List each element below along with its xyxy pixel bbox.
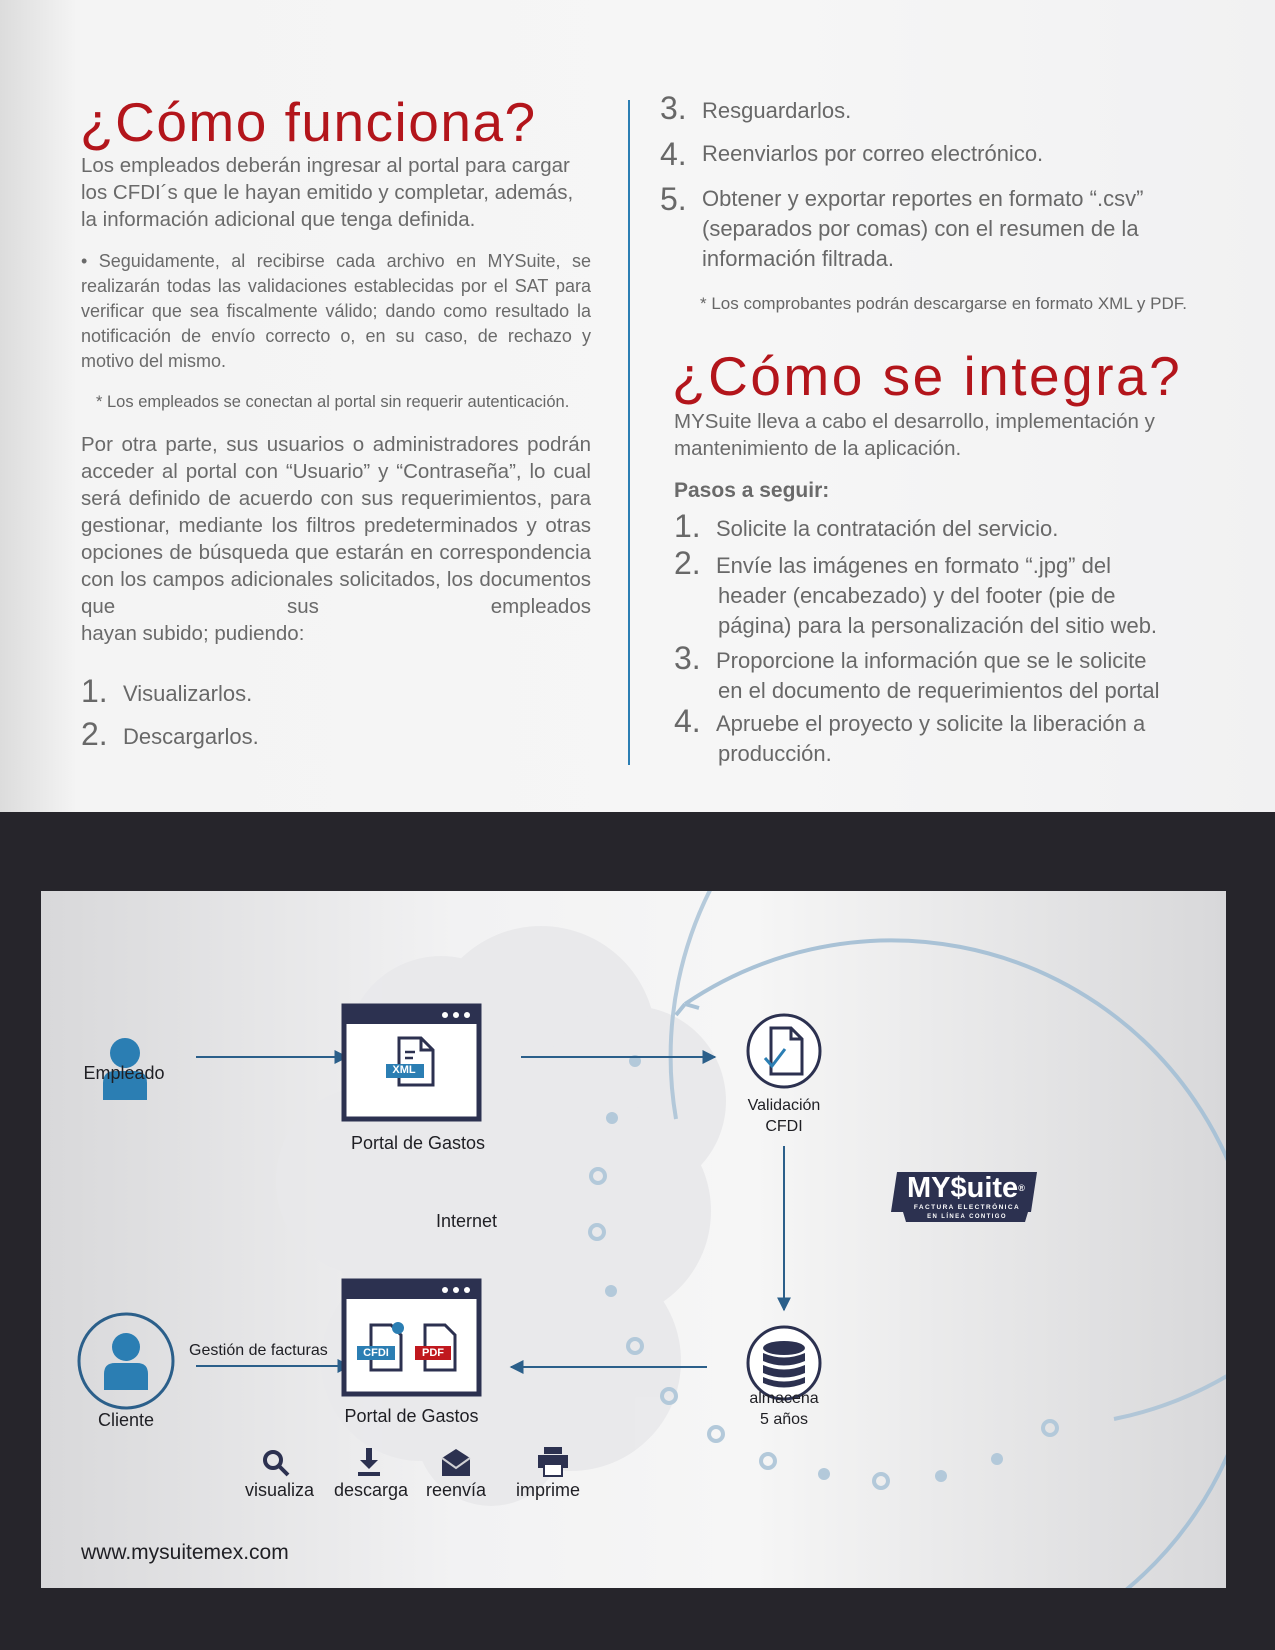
step-item — [674, 703, 1146, 769]
list-item — [81, 716, 259, 752]
website-link[interactable]: www.mysuitemex.com — [81, 1541, 289, 1564]
integra-intro: MYSuite lleva a cabo el desarrollo, implementación y mantenimiento de la aplicación. — [674, 410, 1155, 460]
reenvia-label: reenvía — [425, 1480, 487, 1500]
list-item — [660, 181, 1144, 274]
architecture-diagram: Empleado Portal de Gastos Internet Gestión de facturas Cliente Portal de Gastos Validación CFDI almacena 5 años visualiza descarga reenvía imprime XML CFDI PDF MY$uite® FACTURA ELECTRÓNICA EN LÍNEA CONTIGO www.mysuitemex.com — [41, 891, 1226, 1588]
list-item — [660, 90, 852, 126]
diagram-graphics — [41, 891, 1226, 1588]
list-number: 5. — [660, 181, 687, 217]
step-item — [674, 545, 1158, 641]
logo-brand: MY$uite® — [907, 1172, 1025, 1204]
validation-bullet: • Seguidamente, al recibirse cada archivo en MYSuite, se realizarán todas las validaciones establecidas por el SAT para verificar que sea fiscalmente válido; dando como resultado la notificación de envío correcto o, en su caso, de rechazo y motivo del mismo. — [81, 251, 591, 371]
como-funciona-title: ¿Cómo funciona? — [80, 91, 537, 153]
list-text: Obtener y exportar reportes en formato “.csv” (separados por comas) con el resumen de la información filtrada. — [702, 186, 1144, 271]
list-text: Reenviarlos por correo electrónico. — [702, 141, 1044, 166]
como-se-integra-title: ¿Cómo se integra? — [672, 345, 1183, 407]
step-number: 4. — [674, 703, 701, 739]
list-number: 2. — [81, 716, 108, 752]
info-section — [0, 0, 1275, 812]
portal-window-bottom — [344, 1281, 479, 1394]
list-number: 1. — [81, 673, 108, 709]
intro-paragraph: Los empleados deberán ingresar al portal para cargar los CFDI´s que le hayan emitido y completar, además, la información adicional que tenga definida. — [81, 154, 574, 231]
step-number: 1. — [674, 508, 701, 544]
formats-note: * Los comprobantes podrán descargarse en formato XML y PDF. — [700, 294, 1187, 313]
magnifier-icon — [265, 1452, 288, 1475]
visualiza-label: visualiza — [245, 1480, 315, 1500]
cycle-arcs — [671, 891, 1226, 1588]
step-item — [674, 508, 1059, 544]
auth-note: * Los empleados se conectan al portal sin requerir autenticación. — [96, 393, 570, 411]
internet-label: Internet — [436, 1211, 498, 1231]
list-text: Visualizarlos. — [123, 681, 253, 706]
step-item — [674, 640, 1160, 706]
step-text: Apruebe el proyecto y solicite la liberación a producción. — [716, 711, 1146, 766]
column-divider — [628, 100, 630, 765]
logo-tagline: FACTURA ELECTRÓNICA — [913, 1204, 1021, 1211]
list-text: Resguardarlos. — [702, 98, 852, 123]
list-item — [660, 136, 1044, 172]
download-icon — [358, 1448, 380, 1476]
step-text: Proporcione la información que se le solicite en el documento de requerimientos del portal — [716, 648, 1160, 703]
validation-icon — [748, 1015, 820, 1087]
storage-label: almacena 5 años — [749, 1390, 819, 1428]
xml-tag: XML — [392, 1064, 416, 1076]
list-number: 4. — [660, 136, 687, 172]
step-text: Envíe las imágenes en formato “.jpg” del header (encabezado) y del footer (pie de página) para la personalización del sitio web. — [716, 553, 1158, 638]
list-number: 3. — [660, 90, 687, 126]
logo-slogan: EN LÍNEA CONTIGO — [927, 1214, 1007, 1220]
client-icon — [79, 1314, 173, 1408]
validation-label: Validación CFDI — [747, 1097, 821, 1135]
client-label: Cliente — [97, 1410, 155, 1430]
imprime-label: imprime — [515, 1480, 580, 1500]
descarga-label: descarga — [334, 1480, 409, 1500]
gestion-label: Gestión de facturas — [189, 1342, 328, 1359]
cfdi-tag: CFDI — [363, 1347, 389, 1359]
step-number: 2. — [674, 545, 701, 581]
portal-bottom-label: Portal de Gastos — [344, 1406, 479, 1426]
step-text: Solicite la contratación del servicio. — [716, 516, 1059, 541]
steps-heading: Pasos a seguir: — [674, 479, 830, 502]
list-item — [81, 673, 253, 709]
pdf-tag: PDF — [422, 1347, 444, 1359]
admin-paragraph: Por otra parte, sus usuarios o administradores podrán acceder al portal con “Usuario” y “Contraseña”, lo cual será definido de acuerdo con sus requerimientos, para gestionar, mediante los filtros predeterminados y otras opciones de búsqueda que estarán en correspondencia con los campos adicionales solicitados, los documentos que sus empleados hayan subido; pudiendo: — [81, 433, 591, 645]
list-text: Descargarlos. — [123, 724, 259, 749]
step-number: 3. — [674, 640, 701, 676]
